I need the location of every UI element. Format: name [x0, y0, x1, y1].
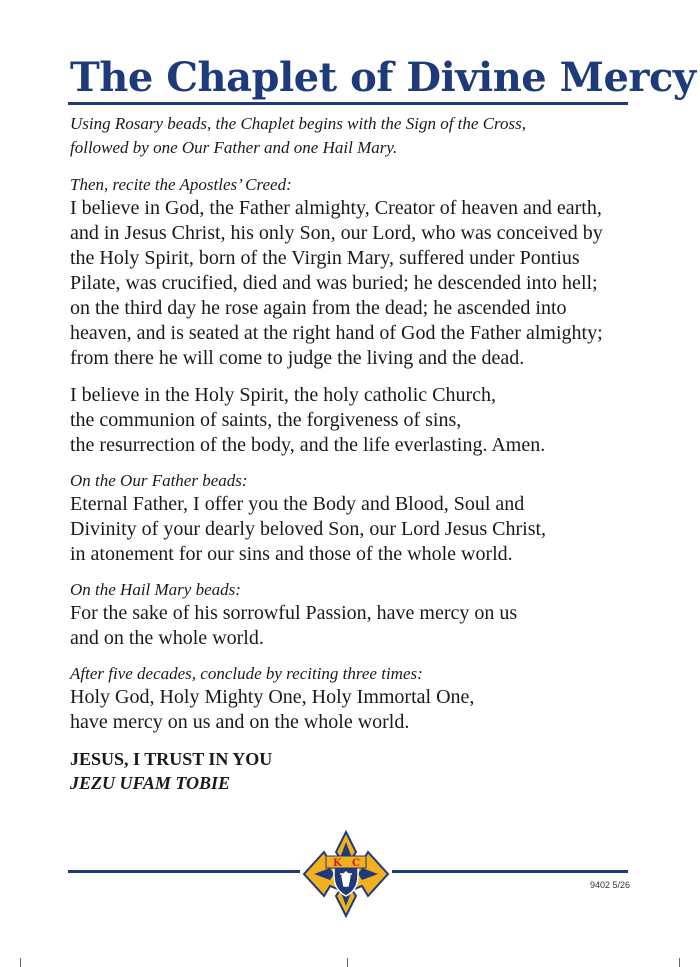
- conclusion-line: have mercy on us and on the whole world.: [70, 711, 410, 733]
- creed-paragraph-1: [70, 196, 640, 371]
- prayer-body: [70, 112, 640, 795]
- emblem-letter-k: K: [333, 858, 342, 869]
- footer-rule-right: [392, 870, 628, 873]
- intro-instructions: [70, 112, 640, 160]
- our-father-line: in atonement for our sins and those of the whole world.: [70, 543, 513, 565]
- conclusion-line: Holy God, Holy Mighty One, Holy Immortal One,: [70, 686, 475, 708]
- conclusion-cue: After five decades, conclude by reciting three times:: [70, 664, 423, 683]
- emblem-letter-c: C: [352, 858, 360, 869]
- creed-cue: Then, recite the Apostles’ Creed:: [70, 175, 292, 194]
- creed-line: the Holy Spirit, born of the Virgin Mary, suffered under Pontius: [70, 247, 580, 269]
- creed-line: the communion of saints, the forgiveness of sins,: [70, 409, 462, 431]
- creed-line: I believe in the Holy Spirit, the holy catholic Church,: [70, 384, 497, 406]
- our-father-line: Eternal Father, I offer you the Body and Blood, Soul and: [70, 493, 525, 515]
- hail-mary-cue: On the Hail Mary beads:: [70, 580, 241, 599]
- creed-line: and in Jesus Christ, his only Son, our Lord, who was conceived by: [70, 222, 603, 244]
- footer-rule-left: [68, 870, 300, 873]
- our-father-line: Divinity of your dearly beloved Son, our Lord Jesus Christ,: [70, 518, 547, 540]
- our-father-prayer: [70, 492, 640, 567]
- creed-line: the resurrection of the body, and the life everlasting. Amen.: [70, 434, 546, 456]
- page-title: The Chaplet of Divine Mercy: [70, 54, 696, 101]
- emblem-banner: [326, 856, 366, 868]
- our-father-cue: On the Our Father beads:: [70, 471, 248, 490]
- hail-mary-prayer: [70, 601, 640, 651]
- footer-code: 9402 5/26: [589, 880, 630, 890]
- crop-mark: [20, 958, 21, 967]
- creed-line: I believe in God, the Father almighty, Creator of heaven and earth,: [70, 197, 602, 219]
- creed-line: Pilate, was crucified, died and was buried; he descended into hell;: [70, 272, 598, 294]
- closing-polish: JEZU UFAM TOBIE: [70, 773, 231, 793]
- crop-mark: [679, 958, 680, 967]
- title-underline: [68, 102, 628, 105]
- creed-paragraph-2: [70, 383, 640, 458]
- creed-line: from there he will come to judge the living and the dead.: [70, 347, 525, 369]
- creed-line: heaven, and is seated at the right hand of God the Father almighty;: [70, 322, 603, 344]
- closing-english: JESUS, I TRUST IN YOU: [70, 749, 273, 769]
- hail-mary-line: For the sake of his sorrowful Passion, have mercy on us: [70, 602, 518, 624]
- crop-mark: [347, 958, 348, 967]
- intro-line: followed by one Our Father and one Hail Mary.: [70, 138, 398, 157]
- intro-line: Using Rosary beads, the Chaplet begins with the Sign of the Cross,: [70, 114, 526, 133]
- hail-mary-line: and on the whole world.: [70, 627, 264, 649]
- emblem-graphic: [300, 828, 392, 920]
- conclusion-prayer: [70, 685, 640, 735]
- creed-line: on the third day he rose again from the dead; he ascended into: [70, 297, 567, 319]
- knights-of-columbus-emblem-icon: [300, 828, 392, 920]
